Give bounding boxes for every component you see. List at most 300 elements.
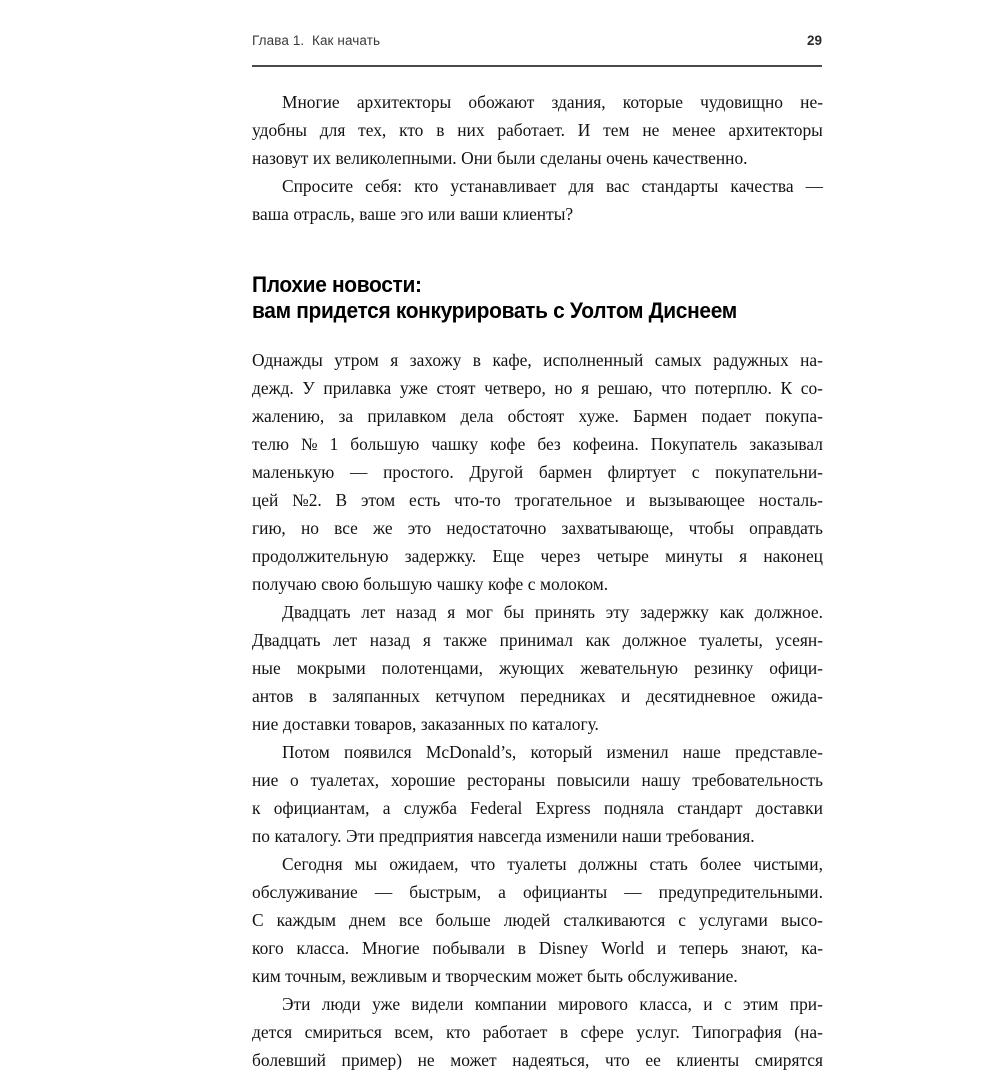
word: передниках bbox=[520, 686, 606, 706]
text-line bbox=[252, 144, 823, 172]
word: может bbox=[536, 966, 583, 986]
word: я bbox=[739, 546, 748, 566]
word: Типография bbox=[692, 1022, 782, 1042]
word: в bbox=[472, 350, 481, 370]
word: гию, bbox=[252, 518, 286, 538]
text-line bbox=[252, 598, 823, 626]
word: флиртует bbox=[607, 462, 677, 482]
word: Еще bbox=[492, 546, 525, 566]
word: вас bbox=[606, 176, 630, 196]
word: доставки bbox=[755, 798, 823, 818]
word: 1 bbox=[329, 434, 339, 454]
text-line bbox=[252, 850, 823, 878]
word: захватывающе, bbox=[561, 518, 674, 538]
word: сталкиваются bbox=[563, 910, 666, 930]
word: товаров, bbox=[354, 714, 417, 734]
word: кофе bbox=[490, 434, 526, 454]
word: для bbox=[319, 120, 346, 140]
word: чашку bbox=[431, 434, 479, 454]
word: этом bbox=[360, 490, 396, 510]
word: днем bbox=[349, 910, 386, 930]
word: но bbox=[300, 518, 319, 538]
word: покупательни- bbox=[715, 462, 823, 482]
word: Многие bbox=[282, 92, 340, 112]
word: видели bbox=[411, 994, 464, 1014]
running-head bbox=[252, 33, 822, 48]
word: людей bbox=[503, 910, 551, 930]
word: минуты bbox=[665, 546, 723, 566]
word: World bbox=[601, 938, 645, 958]
word: туалеты, bbox=[699, 630, 763, 650]
word: Двадцать bbox=[282, 602, 351, 622]
word: работает bbox=[482, 1022, 548, 1042]
word: уже bbox=[372, 994, 401, 1014]
word: четверо, bbox=[484, 378, 546, 398]
word: хуже. bbox=[578, 406, 619, 426]
paragraph bbox=[252, 88, 823, 172]
word: что bbox=[661, 378, 687, 398]
text-line bbox=[252, 542, 823, 570]
word: С bbox=[252, 910, 264, 930]
header-rule bbox=[252, 65, 822, 67]
word: пример) bbox=[341, 1050, 403, 1070]
word: чистыми, bbox=[753, 854, 823, 874]
text-line bbox=[252, 430, 823, 458]
word: доставки bbox=[282, 714, 351, 734]
word: туалетах, bbox=[310, 770, 380, 790]
word: — bbox=[374, 882, 393, 902]
word: рестораны bbox=[467, 770, 546, 790]
paragraph bbox=[252, 346, 823, 598]
word: решаю, bbox=[597, 378, 653, 398]
word: предупредительными. bbox=[658, 882, 823, 902]
word: очень bbox=[606, 148, 649, 168]
word: должное bbox=[622, 630, 687, 650]
text-line bbox=[252, 822, 823, 850]
word: бы bbox=[503, 602, 525, 622]
word: должны bbox=[578, 854, 638, 874]
word: кого bbox=[252, 938, 284, 958]
word: продолжительную bbox=[252, 546, 389, 566]
word: изменили bbox=[546, 826, 618, 846]
text-line bbox=[252, 934, 823, 962]
word: хорошие bbox=[390, 770, 456, 790]
word: ее bbox=[645, 1050, 661, 1070]
word: чудовищно bbox=[700, 92, 783, 112]
word: кто bbox=[414, 176, 439, 196]
word: каждым bbox=[276, 910, 337, 930]
word: себя: bbox=[365, 176, 403, 196]
text-line bbox=[252, 682, 823, 710]
text-line bbox=[252, 514, 823, 542]
text-line bbox=[252, 200, 823, 228]
word: наши bbox=[621, 826, 662, 846]
word: высо- bbox=[780, 910, 823, 930]
word: ожида- bbox=[770, 686, 823, 706]
word: или bbox=[427, 204, 456, 224]
word: работает. bbox=[497, 120, 565, 140]
word: клиенты? bbox=[502, 204, 574, 224]
word: подает bbox=[701, 406, 751, 426]
word: услуг. bbox=[636, 1022, 680, 1042]
text-line bbox=[252, 570, 823, 598]
word: заказанных bbox=[420, 714, 505, 734]
word: задержку bbox=[640, 602, 709, 622]
word: в bbox=[436, 120, 445, 140]
word: потерплю. bbox=[694, 378, 772, 398]
word: прилавком bbox=[367, 406, 447, 426]
word: и bbox=[621, 686, 631, 706]
word: качества bbox=[730, 176, 794, 196]
word: ваши bbox=[459, 204, 499, 224]
word: смирятся bbox=[754, 1050, 823, 1070]
word: и bbox=[657, 938, 667, 958]
word: лет bbox=[333, 630, 358, 650]
word: офици- bbox=[769, 658, 823, 678]
word: их bbox=[312, 148, 331, 168]
word: изменил bbox=[606, 742, 669, 762]
text-line bbox=[252, 172, 823, 200]
word: вежливым bbox=[350, 966, 428, 986]
word: точным, bbox=[285, 966, 346, 986]
text-line bbox=[252, 402, 823, 430]
word: не bbox=[642, 120, 660, 140]
word: удобны bbox=[252, 120, 307, 140]
word: кетчупом bbox=[435, 686, 505, 706]
word: есть bbox=[408, 490, 441, 510]
word: утром bbox=[334, 350, 379, 370]
word: четыре bbox=[596, 546, 649, 566]
word: десятидневное bbox=[645, 686, 756, 706]
word: услугами bbox=[698, 910, 768, 930]
word: через bbox=[540, 546, 581, 566]
word: обожают bbox=[468, 92, 535, 112]
word: а bbox=[382, 798, 391, 818]
text-line bbox=[252, 88, 823, 116]
word: были bbox=[496, 148, 536, 168]
word: наше bbox=[682, 742, 721, 762]
word: это bbox=[407, 518, 432, 538]
word: антов bbox=[252, 686, 294, 706]
word: заказывал bbox=[749, 434, 823, 454]
word: менее bbox=[672, 120, 716, 140]
word: И bbox=[577, 120, 591, 140]
word: Они bbox=[461, 148, 493, 168]
word: резинку bbox=[694, 658, 754, 678]
word: подняла bbox=[603, 798, 664, 818]
word: обслуживание bbox=[252, 882, 358, 902]
word: лет bbox=[361, 602, 386, 622]
word: болевший bbox=[252, 1050, 326, 1070]
word: качественно. bbox=[652, 148, 748, 168]
word: туалеты bbox=[507, 854, 567, 874]
word: Двадцать bbox=[252, 630, 321, 650]
text-line bbox=[252, 906, 823, 934]
word: стать bbox=[649, 854, 688, 874]
word: дется bbox=[252, 1022, 293, 1042]
text-line bbox=[252, 458, 823, 486]
word: что bbox=[604, 1050, 630, 1070]
word: Express bbox=[535, 798, 591, 818]
text-line bbox=[252, 654, 823, 682]
word: не- bbox=[800, 92, 823, 112]
word: Покупатель bbox=[650, 434, 738, 454]
word: с bbox=[691, 462, 700, 482]
word: принять bbox=[534, 602, 596, 622]
word: тем bbox=[603, 120, 630, 140]
text-line bbox=[252, 374, 823, 402]
word: более bbox=[699, 854, 742, 874]
word: а bbox=[498, 882, 506, 902]
paragraph bbox=[252, 990, 823, 1074]
paragraph bbox=[252, 172, 823, 228]
text-line bbox=[252, 346, 823, 374]
word: дежд. bbox=[252, 378, 294, 398]
word: ваша bbox=[252, 204, 289, 224]
word: мокрыми bbox=[296, 658, 366, 678]
word: В bbox=[335, 490, 348, 510]
chapter-label: Глава 1. Как начать bbox=[252, 33, 381, 48]
word: Эти bbox=[282, 994, 311, 1014]
word: прилавка bbox=[323, 378, 392, 398]
word: но bbox=[554, 378, 573, 398]
word: больше bbox=[435, 910, 491, 930]
word: что-то bbox=[454, 490, 501, 510]
text-line bbox=[252, 962, 823, 990]
word: быстрым, bbox=[409, 882, 482, 902]
word: задержку. bbox=[404, 546, 477, 566]
word: ка- bbox=[801, 938, 823, 958]
word: появился bbox=[344, 742, 412, 762]
word: ние bbox=[252, 714, 279, 734]
word: Federal bbox=[470, 798, 523, 818]
word: обслуживание. bbox=[627, 966, 738, 986]
word: компании bbox=[474, 994, 547, 1014]
word: нашу bbox=[641, 770, 681, 790]
word: полотенцами, bbox=[381, 658, 484, 678]
word: я bbox=[422, 630, 431, 650]
word: на- bbox=[800, 350, 823, 370]
word: должное. bbox=[754, 602, 823, 622]
text-line bbox=[252, 1046, 823, 1074]
word: обстоят bbox=[507, 406, 565, 426]
word: ные bbox=[252, 658, 281, 678]
word: простого. bbox=[383, 462, 454, 482]
word: повысили bbox=[556, 770, 630, 790]
word: мы bbox=[354, 854, 378, 874]
text-line bbox=[252, 794, 823, 822]
word: с bbox=[527, 574, 536, 594]
word: дела bbox=[460, 406, 494, 426]
word: № bbox=[301, 434, 318, 454]
word: клиенты bbox=[676, 1050, 740, 1070]
word: как bbox=[585, 630, 610, 650]
word: которые bbox=[622, 92, 683, 112]
word: молоком. bbox=[539, 574, 609, 594]
word: устанавливает bbox=[450, 176, 557, 196]
paragraph bbox=[252, 738, 823, 850]
word: Однажды bbox=[252, 350, 323, 370]
word: ние bbox=[252, 770, 279, 790]
word: побывали bbox=[432, 938, 505, 958]
word: всем, bbox=[394, 1022, 434, 1042]
word: кафе, bbox=[492, 350, 532, 370]
word: — bbox=[624, 882, 642, 902]
word: Другой bbox=[469, 462, 524, 482]
word: недостаточно bbox=[446, 518, 547, 538]
word: архитекторы bbox=[728, 120, 823, 140]
word: них bbox=[457, 120, 485, 140]
word: Потом bbox=[282, 742, 330, 762]
word: и bbox=[431, 966, 442, 986]
word: кто bbox=[399, 120, 424, 140]
word: мирового bbox=[558, 994, 628, 1014]
word: в bbox=[559, 1022, 569, 1042]
word: телю bbox=[252, 434, 289, 454]
word: вызывающее bbox=[648, 490, 745, 510]
word: по bbox=[252, 826, 271, 846]
word: большую bbox=[350, 434, 420, 454]
word: я bbox=[390, 350, 399, 370]
word: назад bbox=[369, 630, 411, 650]
word: класса. bbox=[296, 938, 350, 958]
word: предприятия bbox=[378, 826, 474, 846]
word: принимал bbox=[499, 630, 573, 650]
word: отрасль, bbox=[293, 204, 355, 224]
word: — bbox=[349, 462, 368, 482]
word: каталогу. bbox=[274, 826, 342, 846]
word: (на- bbox=[794, 1022, 823, 1042]
word: исполненный bbox=[543, 350, 644, 370]
text-line bbox=[252, 116, 823, 144]
word: чтобы bbox=[688, 518, 734, 538]
word: стоят bbox=[436, 378, 476, 398]
word: ким bbox=[252, 966, 281, 986]
word: с bbox=[723, 994, 732, 1014]
word: представле- bbox=[735, 742, 823, 762]
word: Disney bbox=[538, 938, 589, 958]
text-line bbox=[252, 626, 823, 654]
text-line bbox=[252, 486, 823, 514]
word: я bbox=[447, 602, 456, 622]
word: со- bbox=[800, 378, 823, 398]
word: цей bbox=[252, 490, 279, 510]
word: уже bbox=[399, 378, 428, 398]
word: не bbox=[417, 1050, 435, 1070]
word: по bbox=[509, 714, 528, 734]
word: бармен bbox=[538, 462, 592, 482]
paragraph bbox=[252, 598, 823, 738]
word: официантам, bbox=[273, 798, 370, 818]
word: носталь- bbox=[758, 490, 823, 510]
text-line bbox=[252, 710, 823, 738]
word: и bbox=[625, 490, 636, 510]
word: ожидаем, bbox=[389, 854, 459, 874]
word: получаю bbox=[252, 574, 317, 594]
text-line bbox=[252, 878, 823, 906]
word: жующих bbox=[499, 658, 565, 678]
text-line bbox=[252, 1018, 823, 1046]
word: Сегодня bbox=[282, 854, 343, 874]
word: кто bbox=[445, 1022, 471, 1042]
section-heading-line-1: Плохие новости: bbox=[252, 272, 422, 297]
word: К bbox=[780, 378, 793, 398]
word: стандарт bbox=[677, 798, 743, 818]
word: свою bbox=[321, 574, 359, 594]
word: все bbox=[334, 518, 358, 538]
word: Бармен bbox=[633, 406, 688, 426]
word: класса, bbox=[639, 994, 692, 1014]
word: для bbox=[568, 176, 594, 196]
word: оправдать bbox=[749, 518, 823, 538]
word: за bbox=[338, 406, 354, 426]
word: жалению, bbox=[252, 406, 325, 426]
word: сфере bbox=[580, 1022, 624, 1042]
word: покупа- bbox=[765, 406, 823, 426]
word: все bbox=[398, 910, 423, 930]
word: с bbox=[678, 910, 686, 930]
word: У bbox=[302, 378, 315, 398]
word: который bbox=[530, 742, 593, 762]
word: чашку bbox=[436, 574, 484, 594]
word: захожу bbox=[409, 350, 462, 370]
word: официанты bbox=[522, 882, 608, 902]
word: знают, bbox=[741, 938, 789, 958]
word: назовут bbox=[252, 148, 309, 168]
word: требования. bbox=[666, 826, 755, 846]
word: эго bbox=[400, 204, 424, 224]
word: жевательную bbox=[580, 658, 679, 678]
word: здания, bbox=[551, 92, 606, 112]
paragraph bbox=[252, 850, 823, 990]
word: служба bbox=[403, 798, 457, 818]
word: каталогу. bbox=[531, 714, 599, 734]
word: к bbox=[252, 798, 261, 818]
word: также bbox=[443, 630, 487, 650]
word: Спросите bbox=[282, 176, 354, 196]
section-heading-line-2: вам придется конкурировать с Уолтом Диснеем bbox=[252, 298, 737, 323]
word: люди bbox=[321, 994, 361, 1014]
word: ваше bbox=[359, 204, 397, 224]
word: радужных bbox=[713, 350, 789, 370]
word: без bbox=[537, 434, 561, 454]
word: кофе bbox=[487, 574, 524, 594]
word: тех, bbox=[358, 120, 387, 140]
word: маленькую bbox=[252, 462, 335, 482]
word: наконец bbox=[763, 546, 823, 566]
word: может bbox=[450, 1050, 497, 1070]
word: Эти bbox=[346, 826, 375, 846]
word: творческим bbox=[445, 966, 532, 986]
word: и bbox=[703, 994, 713, 1014]
word: усеян- bbox=[775, 630, 823, 650]
word: эту bbox=[605, 602, 630, 622]
word: требовательность bbox=[692, 770, 823, 790]
word: большую bbox=[363, 574, 433, 594]
word: великолепными. bbox=[335, 148, 457, 168]
word: в bbox=[308, 686, 317, 706]
word: McDonald’s, bbox=[425, 742, 517, 762]
word: трогательное bbox=[514, 490, 613, 510]
word: навсегда bbox=[477, 826, 542, 846]
word: №2. bbox=[292, 490, 322, 510]
word: я bbox=[581, 378, 590, 398]
word: в bbox=[517, 938, 527, 958]
word: — bbox=[805, 176, 823, 196]
word: заляпанных bbox=[332, 686, 420, 706]
word: мог bbox=[466, 602, 493, 622]
word: как bbox=[719, 602, 744, 622]
